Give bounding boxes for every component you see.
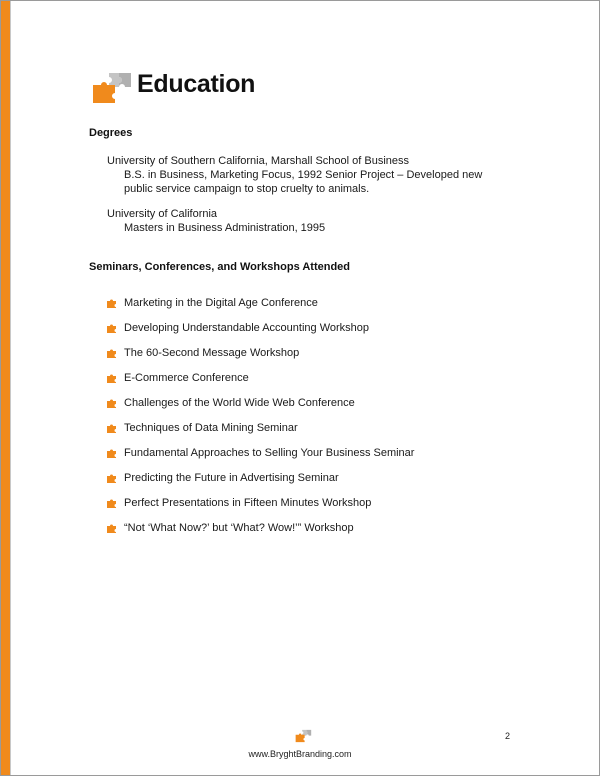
degree-institution: University of California [107, 208, 218, 220]
puzzle-piece-icon [106, 373, 117, 384]
seminar-label: Challenges of the World Wide Web Conference [124, 397, 355, 409]
puzzle-piece-icon [106, 423, 117, 434]
degree-detail: B.S. in Business, Marketing Focus, 1992 Senior Project – Developed new public service campaign to stop cruelty to animals. [124, 169, 483, 195]
seminar-label: Marketing in the Digital Age Conference [124, 297, 318, 309]
puzzle-piece-icon [106, 448, 117, 459]
list-item [106, 472, 414, 497]
list-item [106, 422, 414, 447]
puzzle-piece-icon [106, 498, 117, 509]
page-title: Education [137, 70, 256, 98]
seminar-label: Techniques of Data Mining Seminar [124, 422, 298, 434]
page-number: 2 [505, 731, 511, 741]
list-item [106, 447, 414, 472]
degrees-heading: Degrees [89, 127, 133, 139]
footer-puzzle-logo-icon [294, 729, 312, 743]
puzzle-piece-icon [106, 348, 117, 359]
seminar-label: The 60-Second Message Workshop [124, 347, 300, 359]
footer-url: www.BryghtBranding.com [248, 749, 352, 759]
puzzle-piece-icon [106, 473, 117, 484]
puzzle-piece-icon [106, 298, 117, 309]
list-item [106, 297, 414, 322]
seminars-heading: Seminars, Conferences, and Workshops Attended [89, 261, 351, 273]
list-item [106, 322, 414, 347]
seminar-label: Perfect Presentations in Fifteen Minutes Workshop [124, 497, 372, 509]
seminar-label: “Not ‘What Now?’ but ‘What? Wow!’” Workshop [124, 522, 354, 534]
list-item [106, 522, 414, 547]
seminar-label: Developing Understandable Accounting Workshop [124, 322, 370, 334]
degree-institution: University of Southern California, Marshall School of Business [107, 155, 410, 167]
list-item [106, 347, 414, 372]
puzzle-logo-icon [89, 71, 133, 105]
degree-detail: Masters in Business Administration, 1995 [124, 222, 326, 234]
accent-sidebar-bar [1, 1, 10, 775]
seminar-label: E-Commerce Conference [124, 372, 249, 384]
list-item [106, 372, 414, 397]
seminar-label: Fundamental Approaches to Selling Your Business Seminar [124, 447, 415, 459]
puzzle-piece-icon [106, 398, 117, 409]
puzzle-piece-icon [106, 323, 117, 334]
seminar-list [106, 297, 414, 547]
list-item [106, 397, 414, 422]
seminar-label: Predicting the Future in Advertising Seminar [124, 472, 339, 484]
sidebar-divider [10, 1, 11, 775]
puzzle-piece-icon [106, 523, 117, 534]
list-item [106, 497, 414, 522]
